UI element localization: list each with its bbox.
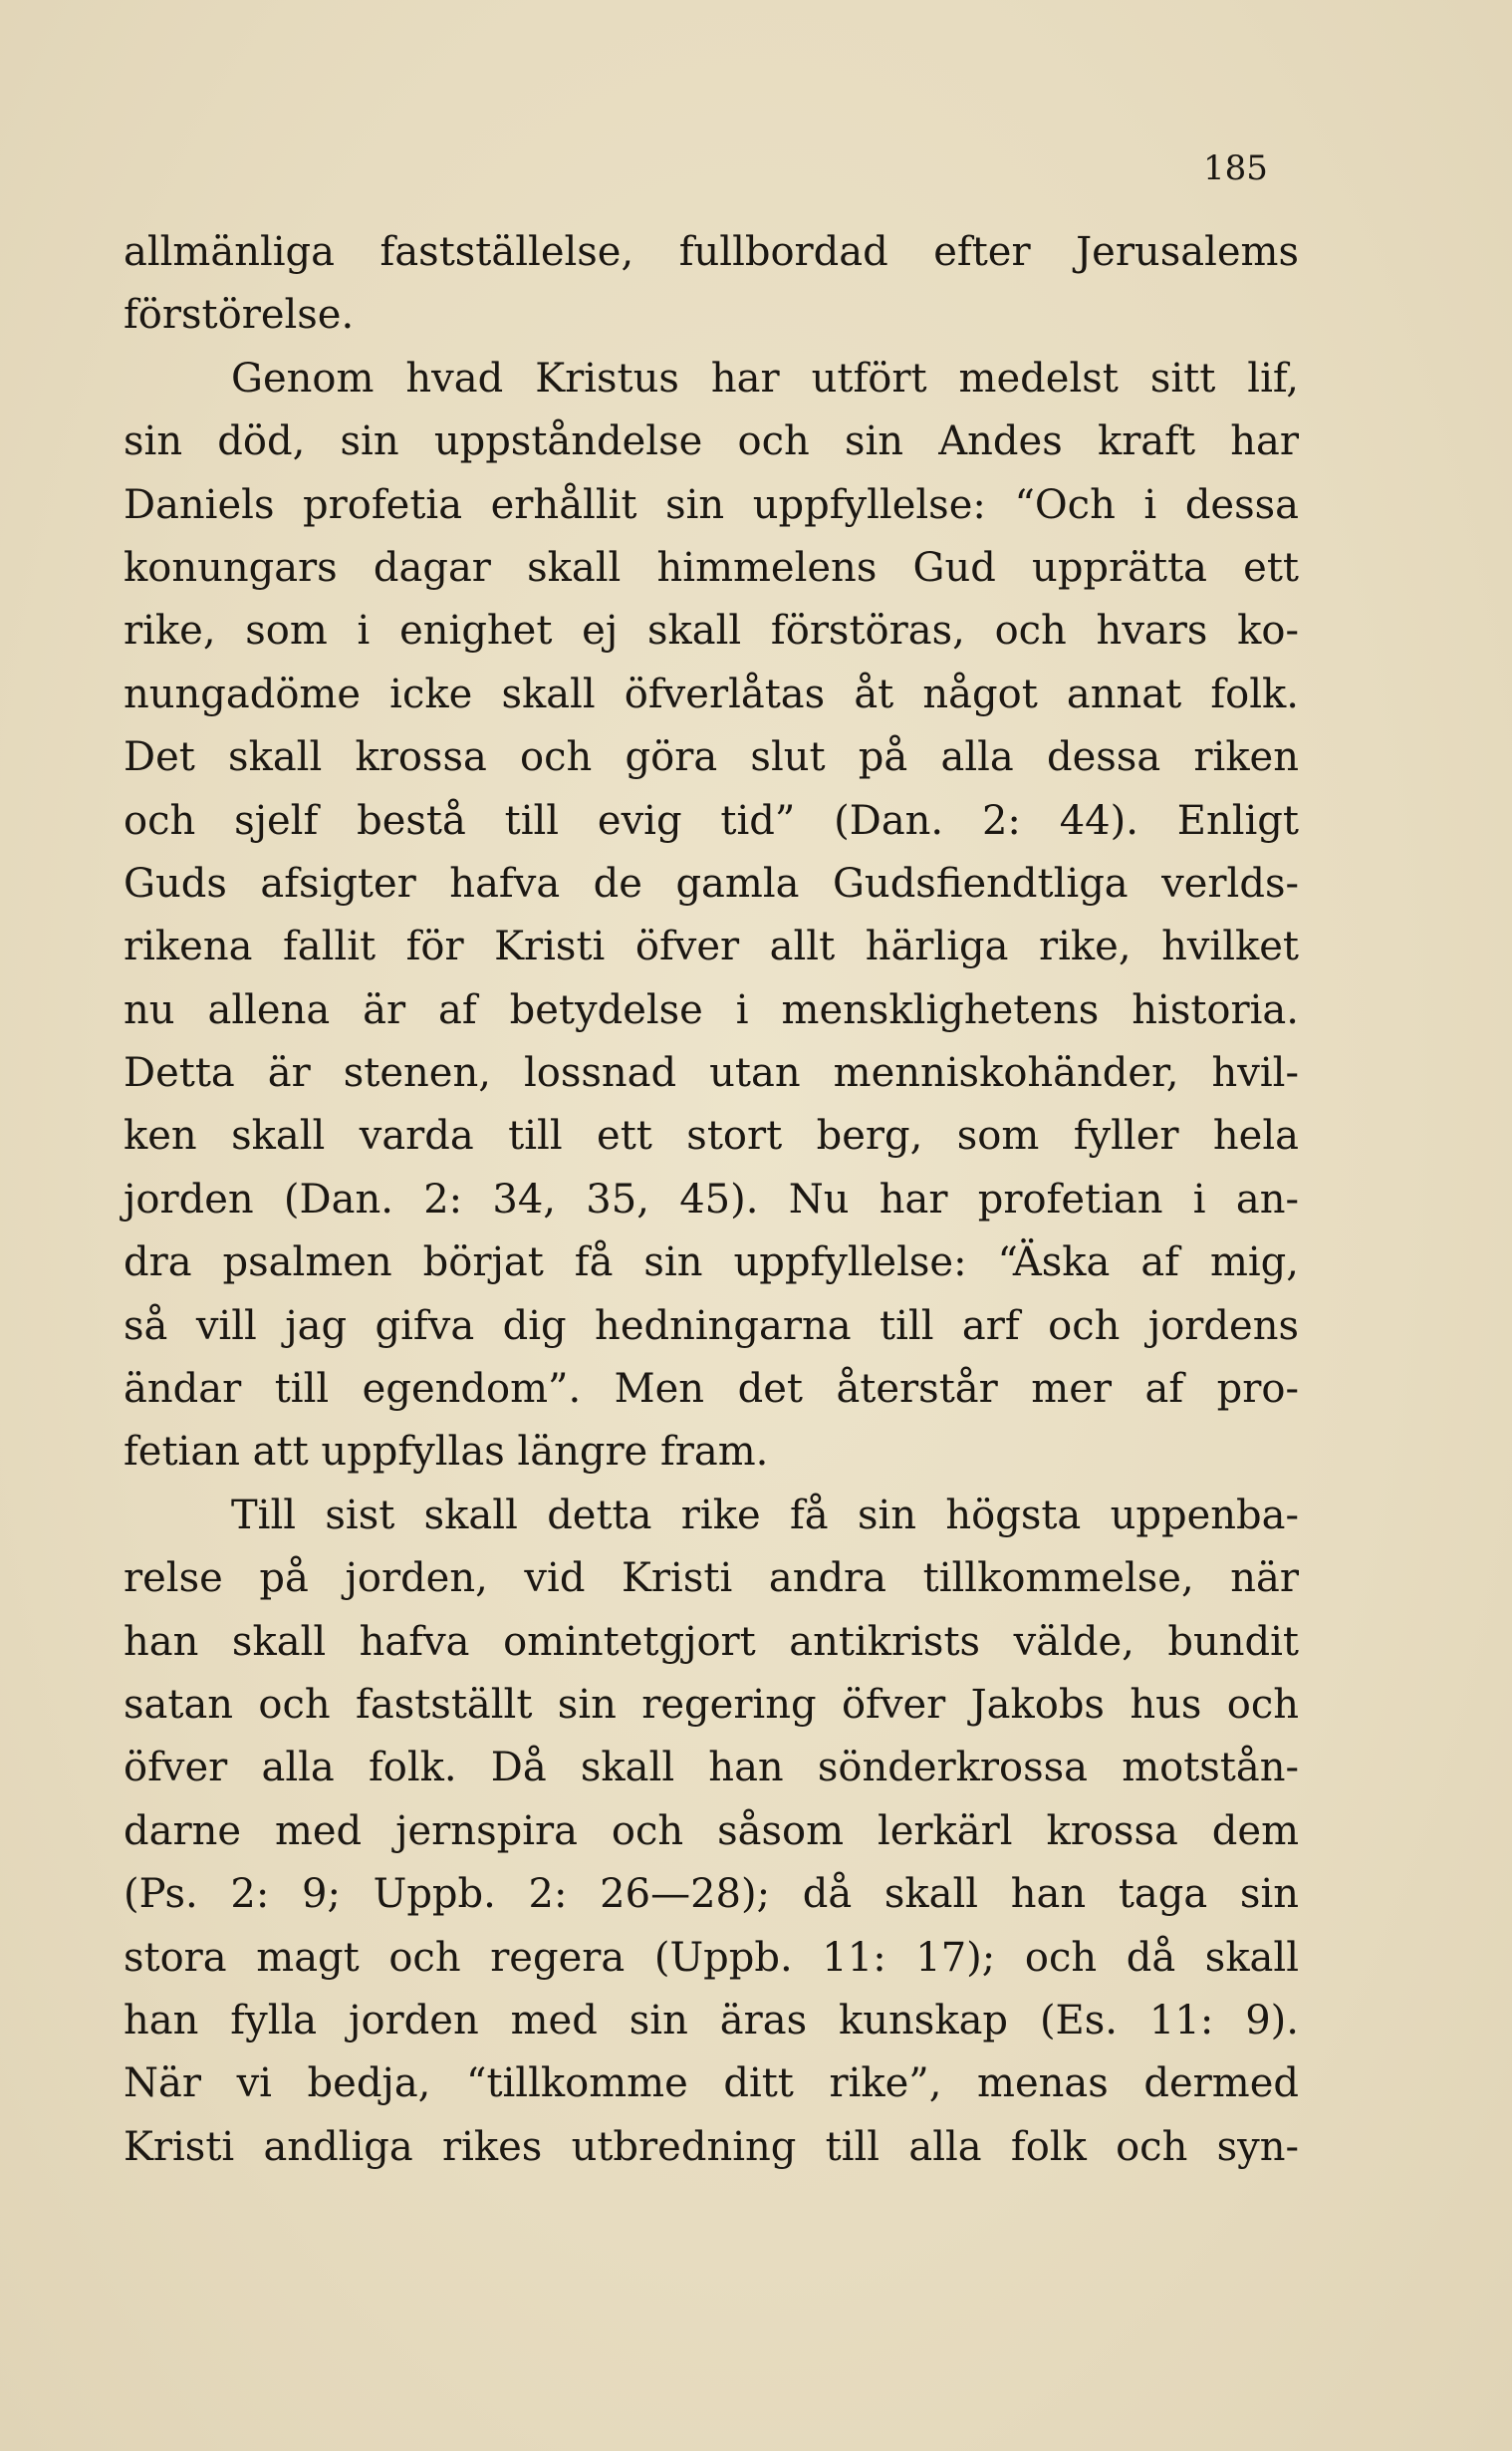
text-line: öfver alla folk. Då skall han sönderkrossa motstån- bbox=[124, 1745, 1299, 1791]
text-line: och sjelf bestå till evig tid” (Dan. 2: 44). Enligt bbox=[124, 797, 1299, 844]
page-number: 185 bbox=[1203, 148, 1268, 188]
body-text bbox=[124, 221, 1299, 2179]
text-line: nu allena är af betydelse i mensklighetens historia. bbox=[124, 986, 1299, 1033]
text-line: darne med jernspira och såsom lerkärl krossa dem bbox=[124, 1807, 1299, 1854]
text-line: (Ps. 2: 9; Uppb. 2: 26—28); då skall han taga sin bbox=[124, 1871, 1299, 1918]
text-line: rike, som i enighet ej skall förstöras, och hvars ko- bbox=[124, 608, 1299, 655]
text-line: När vi bedja, “tillkomme ditt rike”, menas dermed bbox=[124, 2060, 1299, 2107]
text-line: ken skall varda till ett stort berg, som fyller hela bbox=[124, 1113, 1299, 1160]
text-line: satan och fastställt sin regering öfver Jakobs hus och bbox=[124, 1681, 1299, 1728]
text-line: han skall hafva omintetgjort antikrists välde, bundit bbox=[124, 1618, 1299, 1665]
text-line: ändar till egendom”. Men det återstår mer af pro- bbox=[124, 1366, 1299, 1413]
text-line: Genom hvad Kristus har utfört medelst sitt lif, bbox=[231, 355, 1299, 402]
text-line: han fylla jorden med sin äras kunskap (Es. 11: 9). bbox=[124, 1997, 1299, 2043]
text-line: Guds afsigter hafva de gamla Gudsfiendtliga verlds- bbox=[124, 860, 1299, 907]
text-line: Daniels profetia erhållit sin uppfyllelse: “Och i dessa bbox=[124, 481, 1299, 528]
text-line: Till sist skall detta rike få sin högsta uppenba- bbox=[231, 1492, 1299, 1538]
text-line: sin död, sin uppståndelse och sin Andes kraft har bbox=[124, 418, 1299, 465]
text-line: Detta är stenen, lossnad utan menniskohänder, hvil- bbox=[124, 1050, 1299, 1097]
text-line: förstörelse. bbox=[124, 292, 355, 339]
text-line: stora magt och regera (Uppb. 11: 17); och då skall bbox=[124, 1934, 1299, 1981]
text-line: relse på jorden, vid Kristi andra tillkommelse, när bbox=[124, 1555, 1299, 1602]
text-line: rikena fallit för Kristi öfver allt härliga rike, hvilket bbox=[124, 924, 1299, 970]
text-line: fetian att uppfyllas längre fram. bbox=[124, 1429, 769, 1476]
text-line: Kristi andliga rikes utbredning till alla folk och syn- bbox=[124, 2123, 1299, 2170]
text-line: konungars dagar skall himmelens Gud upprätta ett bbox=[124, 544, 1299, 591]
text-line: Det skall krossa och göra slut på alla dessa riken bbox=[124, 734, 1299, 781]
text-line: så vill jag gifva dig hedningarna till arf och jordens bbox=[124, 1302, 1299, 1349]
text-line: allmänliga fastställelse, fullbordad efter Jerusalems bbox=[124, 229, 1299, 275]
text-line: nungadöme icke skall öfverlåtas åt något annat folk. bbox=[124, 671, 1299, 717]
text-line: dra psalmen börjat få sin uppfyllelse: “Äska af mig, bbox=[124, 1239, 1299, 1286]
text-line: jorden (Dan. 2: 34, 35, 45). Nu har profetian i an- bbox=[124, 1176, 1299, 1223]
